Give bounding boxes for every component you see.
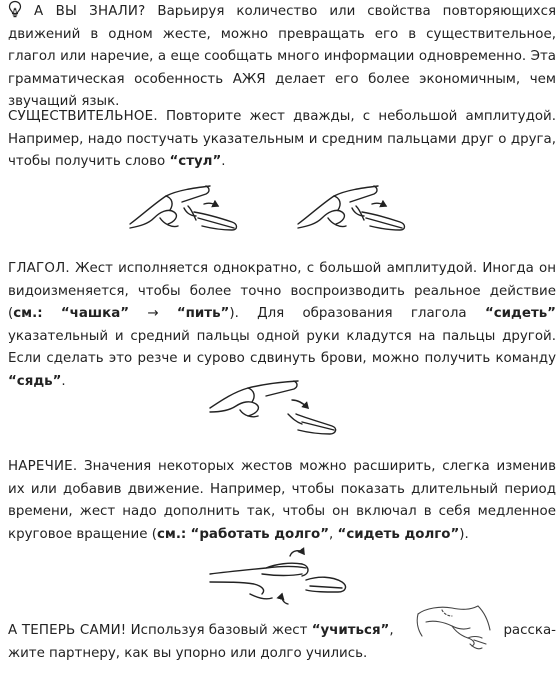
intro-paragraph xyxy=(8,0,556,114)
see-reference: см.: xyxy=(13,306,43,322)
noun-heading: СУЩЕСТВИТЕЛЬНОЕ. xyxy=(8,109,158,124)
reference-cup: “чашка” xyxy=(60,306,130,322)
intro-text: Варьируя количество или свойства повторяющихся движений в одном жесте, можно превращать его в существительное, глагол или наречие, а еще сообщать много информации одновременно. Эта грамматическая особенность АЖЯ делает его более экономичным, чем звучащий язык. xyxy=(8,4,557,110)
noun-text: Повторите жест дважды, с небольшой амплитудой. Например, надо постучать указательным и средним пальцами друг о друга, чтобы получить слово xyxy=(8,109,556,170)
see-reference: см.: xyxy=(156,526,187,542)
verb-paragraph: ГЛАГОЛ. Жест исполняется однократно, с большой амплитудой. Иногда он видоизменяется, чтобы более точно воспроизводить реальное действие (см.: “чашка” → “пить”). Для образования глагола “сидеть” указательный и средний пальцы одной руки кладутся на пальцы другой. Если сделать это резче и сурово сдвинуть брови, можно получить команду “сядь”. xyxy=(8,261,557,389)
hand-gesture-illustration-noun-2 xyxy=(292,182,418,242)
verb-heading: ГЛАГОЛ. xyxy=(8,261,70,276)
reference-work-long: “работать долго” xyxy=(190,526,330,542)
verb-word-sit: “сидеть” xyxy=(484,306,556,322)
practice-paragraph: А ТЕПЕРЬ САМИ! Используя базовый жест “учиться”, расска- жите партнеру, как вы упорно или долго учились. xyxy=(8,623,556,661)
lightbulb-icon xyxy=(8,0,22,18)
adverb-paragraph: НАРЕЧИЕ. Значения некоторых жестов можно расширить, слегка изменив их или добавив движение. Например, чтобы показать длительный период времени, жест надо дополнить так, чтобы он включал в себя медленное круговое вращение (см.: “работать долго”, “сидеть долго”). xyxy=(8,459,556,542)
practice-word-study: “учиться” xyxy=(311,623,390,638)
reference-drink: “пить” xyxy=(176,306,230,322)
reference-sit-long: “сидеть долго” xyxy=(337,526,460,542)
noun-word: “стул” xyxy=(169,154,222,170)
adverb-heading: НАРЕЧИЕ. xyxy=(8,459,78,474)
intro-heading: А ВЫ ЗНАЛИ? xyxy=(34,4,146,19)
hand-gesture-illustration-noun-1 xyxy=(124,182,250,242)
hand-gesture-illustration-adverb xyxy=(206,546,354,610)
practice-heading: А ТЕПЕРЬ САМИ! xyxy=(8,623,127,638)
noun-paragraph: СУЩЕСТВИТЕЛЬНОЕ. Повторите жест дважды, с небольшой амплитудой. Например, надо постучать указательным и средним пальцами друг о друга, чтобы получить слово “стул”. xyxy=(8,109,556,170)
verb-word-sit-command: “сядь” xyxy=(8,373,62,389)
arrow-right-icon: → xyxy=(147,306,159,322)
hand-gesture-illustration-verb xyxy=(206,378,346,440)
